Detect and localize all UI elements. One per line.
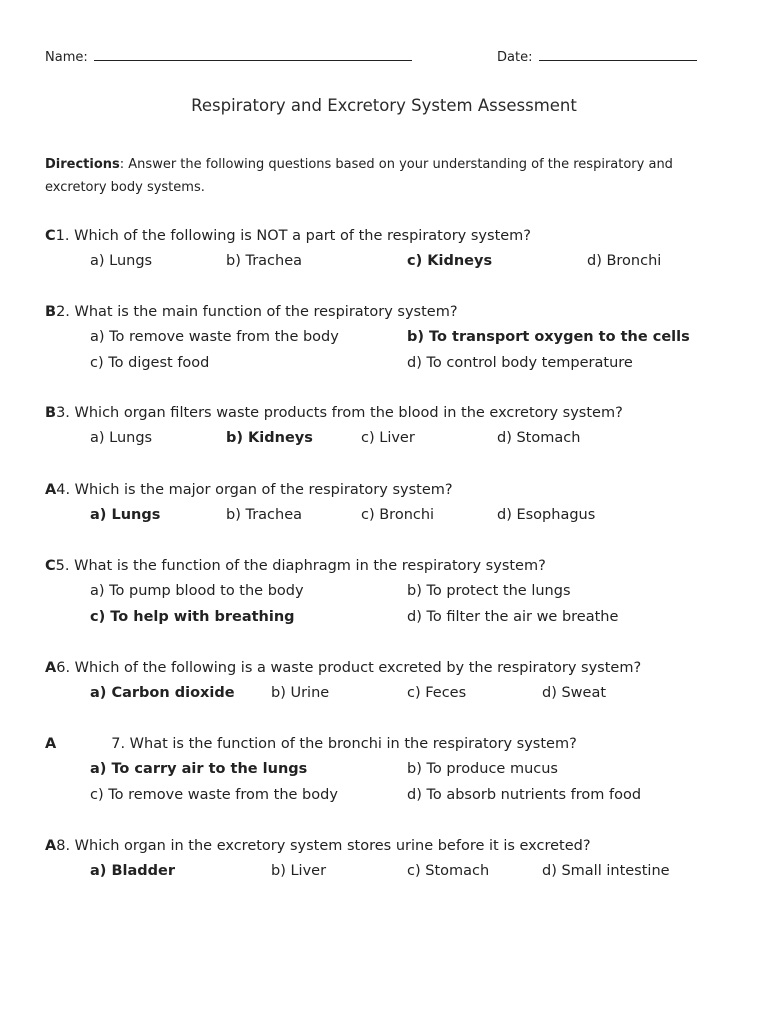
directions — [45, 153, 695, 199]
option-a: a) Lungs — [90, 253, 153, 269]
question-number: 3. — [56, 405, 70, 421]
option-c: c) To help with breathing — [90, 609, 295, 625]
option-d: d) Sweat — [542, 685, 607, 701]
date-label: Date: — [497, 50, 533, 65]
option-a: a) To remove waste from the body — [90, 329, 339, 345]
option-c: c) To digest food — [90, 355, 210, 371]
option-c: c) To remove waste from the body — [90, 787, 338, 803]
date-blank-line[interactable] — [539, 48, 697, 61]
option-d: d) To absorb nutrients from food — [407, 787, 642, 803]
question-number: 2. — [56, 304, 70, 320]
option-row — [45, 425, 735, 451]
option-a: a) Lungs — [90, 507, 161, 523]
question-line — [45, 401, 735, 425]
option-a: a) To carry air to the lungs — [90, 761, 308, 777]
question-line — [45, 478, 735, 502]
question-5 — [45, 554, 735, 630]
answer-letter: C — [45, 558, 56, 574]
question-6 — [45, 656, 735, 706]
question-line — [45, 834, 735, 858]
option-d: d) To control body temperature — [407, 355, 633, 371]
option-row — [45, 858, 735, 884]
question-text: What is the function of the diaphragm in the respiratory system? — [69, 558, 546, 574]
option-a: a) To pump blood to the body — [90, 583, 304, 599]
question-text: Which of the following is NOT a part of the respiratory system? — [69, 228, 531, 244]
option-a: a) Carbon dioxide — [90, 685, 235, 701]
option-d: d) Bronchi — [587, 253, 662, 269]
question-text: Which is the major organ of the respiratory system? — [70, 482, 453, 498]
question-7 — [45, 732, 735, 808]
question-number: 6. — [56, 660, 71, 676]
option-c: c) Feces — [407, 685, 467, 701]
question-text: What is the main function of the respiratory system? — [69, 304, 458, 320]
question-line — [45, 656, 735, 680]
question-2 — [45, 300, 735, 376]
option-row — [45, 782, 735, 808]
question-3 — [45, 401, 735, 451]
name-blank-line[interactable] — [94, 48, 412, 61]
option-b: b) Liver — [271, 863, 327, 879]
option-d: d) Stomach — [497, 430, 581, 446]
option-row — [45, 502, 735, 528]
option-c: c) Kidneys — [407, 253, 493, 269]
question-line — [45, 300, 735, 324]
option-d: d) Small intestine — [542, 863, 670, 879]
option-row — [45, 350, 735, 376]
option-row — [45, 248, 735, 274]
option-row — [45, 680, 735, 706]
directions-label: Directions — [45, 157, 120, 172]
option-c: c) Bronchi — [361, 507, 435, 523]
option-row — [45, 324, 735, 350]
answer-letter: A — [45, 736, 57, 752]
option-b: b) To protect the lungs — [407, 583, 571, 599]
answer-letter: A — [45, 482, 57, 498]
option-a: a) Lungs — [90, 430, 153, 446]
question-number: 5. — [55, 558, 70, 574]
option-b: b) To produce mucus — [407, 761, 558, 777]
option-c: c) Liver — [361, 430, 415, 446]
question-number: 1. — [55, 228, 70, 244]
option-row — [45, 578, 735, 604]
question-line — [45, 554, 735, 578]
option-a: a) Bladder — [90, 863, 176, 879]
question-8 — [45, 834, 735, 884]
question-line — [45, 732, 735, 756]
question-1 — [45, 224, 735, 274]
answer-letter: A — [45, 838, 57, 854]
answer-letter: B — [45, 405, 57, 421]
name-field[interactable] — [45, 48, 412, 65]
question-text: Which organ in the excretory system stores urine before it is excreted? — [70, 838, 591, 854]
option-b: b) To transport oxygen to the cells — [407, 329, 690, 345]
date-field[interactable] — [497, 48, 697, 65]
option-b: b) Trachea — [226, 507, 303, 523]
question-line — [45, 224, 735, 248]
question-number: 8. — [56, 838, 71, 854]
option-row — [45, 756, 735, 782]
page-title: Respiratory and Excretory System Assessment — [191, 96, 577, 115]
question-text: What is the function of the bronchi in the respiratory system? — [125, 736, 577, 752]
option-d: d) Esophagus — [497, 507, 596, 523]
option-c: c) Stomach — [407, 863, 490, 879]
option-b: b) Urine — [271, 685, 330, 701]
question-text: Which organ filters waste products from the blood in the excretory system? — [69, 405, 623, 421]
question-number: 7. — [111, 736, 126, 752]
name-label: Name: — [45, 50, 88, 65]
answer-letter: C — [45, 228, 56, 244]
question-number: 4. — [56, 482, 71, 498]
option-b: b) Trachea — [226, 253, 303, 269]
answer-letter: B — [45, 304, 57, 320]
question-text: Which of the following is a waste product excreted by the respiratory system? — [70, 660, 642, 676]
option-row — [45, 604, 735, 630]
question-4 — [45, 478, 735, 528]
option-d: d) To filter the air we breathe — [407, 609, 619, 625]
answer-letter: A — [45, 660, 57, 676]
directions-text: : Answer the following questions based on your understanding of the respiratory and excretory body systems. — [45, 157, 673, 195]
header-row — [45, 48, 698, 68]
option-b: b) Kidneys — [226, 430, 313, 446]
